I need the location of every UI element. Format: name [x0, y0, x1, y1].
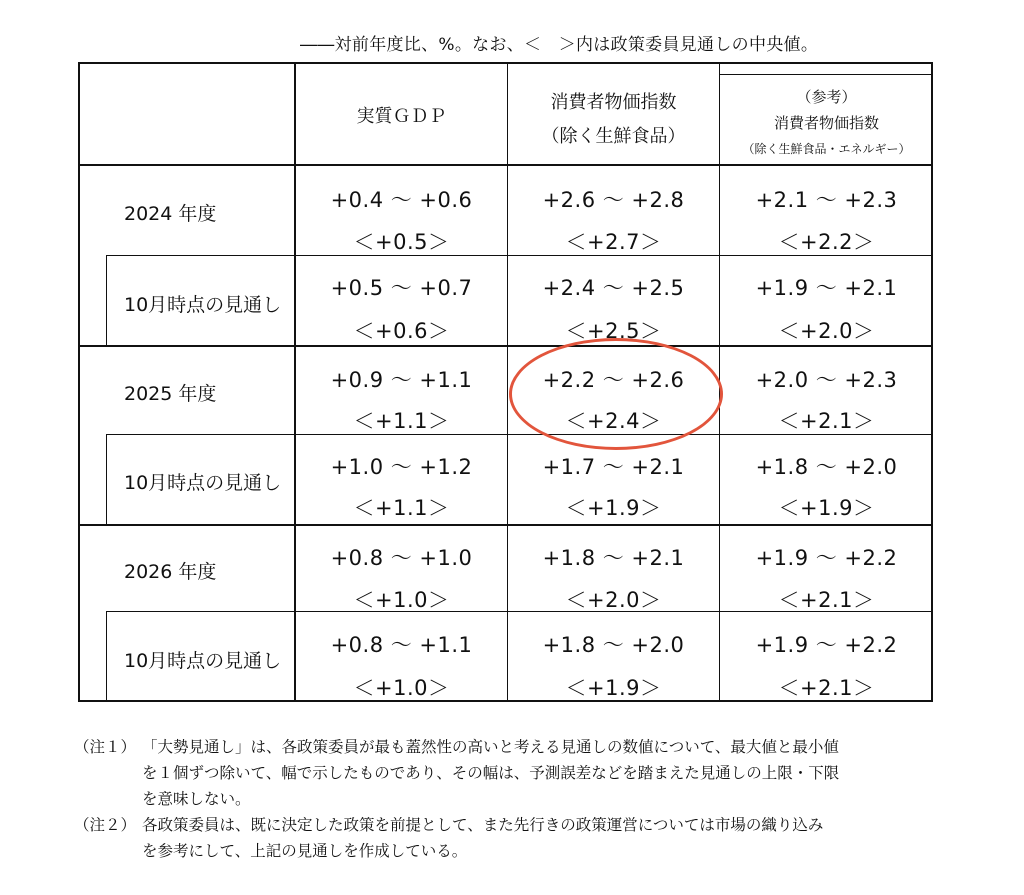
header-ref-line1: （参考） — [796, 88, 857, 106]
ref-median: ＜+2.1＞ — [778, 676, 875, 700]
note-1-tag: （注１） — [74, 738, 137, 756]
note-2 — [74, 812, 954, 864]
ref-median: ＜+1.9＞ — [778, 496, 875, 520]
cpi-median: ＜+2.7＞ — [565, 230, 662, 254]
header-ref-line2: 消費者物価指数 — [773, 114, 879, 132]
ref-range: +1.9 ～ +2.2 — [755, 546, 898, 570]
gdp-median: ＜+0.5＞ — [353, 230, 450, 254]
gdp-median: ＜+1.1＞ — [353, 409, 450, 433]
table-caption: ――対前年度比、%。なお、＜ ＞内は政策委員見通しの中央値。 — [300, 35, 819, 55]
ref-range: +2.0 ～ +2.3 — [755, 368, 898, 392]
cpi-range: +1.8 ～ +2.0 — [542, 633, 685, 657]
subrow-divider-1 — [106, 255, 107, 346]
note-1 — [74, 734, 954, 812]
cpi-range: +1.7 ～ +2.1 — [542, 455, 685, 479]
header-ref-line3: （除く生鮮食品・エネルギー） — [742, 142, 911, 156]
gdp-range: +0.9 ～ +1.1 — [330, 368, 473, 392]
ref-median: ＜+2.1＞ — [778, 588, 875, 612]
cpi-median: ＜+2.4＞ — [565, 409, 662, 433]
cpi-range: +2.6 ～ +2.8 — [542, 188, 685, 212]
row-label-2026-oct: 10月時点の見通し — [124, 650, 282, 672]
cpi-range: +2.4 ～ +2.5 — [542, 276, 685, 300]
note-2-tag: （注２） — [74, 816, 137, 834]
subrow-divider-2 — [106, 434, 107, 525]
ref-header-top-line — [719, 74, 933, 75]
cpi-range: +2.2 ～ +2.6 — [542, 368, 685, 392]
note-2-line-2: を参考にして、上記の見通しを作成している。 — [142, 842, 468, 860]
note-2-line-1: 各政策委員は、既に決定した政策を前提として、また先行きの政策運営については市場の織り込み — [142, 816, 824, 834]
footnotes — [74, 734, 954, 864]
row-label-2025-oct: 10月時点の見通し — [124, 472, 282, 494]
row-line-2 — [78, 345, 933, 347]
gdp-median: ＜+1.1＞ — [353, 496, 450, 520]
header-gdp: 実質ＧＤＰ — [356, 106, 447, 127]
row-label-2024: 2024 年度 — [124, 203, 217, 225]
ref-range: +1.9 ～ +2.2 — [755, 633, 898, 657]
cpi-median: ＜+1.9＞ — [565, 676, 662, 700]
header-bottom-line — [78, 164, 933, 166]
cpi-median: ＜+2.5＞ — [565, 319, 662, 343]
gdp-median: ＜+1.0＞ — [353, 588, 450, 612]
row-label-2025: 2025 年度 — [124, 383, 217, 405]
row-line-4 — [78, 524, 933, 526]
cpi-median: ＜+1.9＞ — [565, 496, 662, 520]
ref-range: +1.9 ～ +2.1 — [755, 276, 898, 300]
ref-median: ＜+2.2＞ — [778, 230, 875, 254]
subrow-divider-3 — [106, 611, 107, 702]
header-cpi-line2: （除く生鮮食品） — [541, 126, 686, 147]
gdp-range: +0.5 ～ +0.7 — [330, 276, 473, 300]
gdp-median: ＜+0.6＞ — [353, 319, 450, 343]
cpi-median: ＜+2.0＞ — [565, 588, 662, 612]
note-1-line-1: 「大勢見通し」は、各政策委員が最も蓋然性の高いと考える見通しの数値について、最大値と最小値 — [142, 738, 839, 756]
gdp-range: +0.4 ～ +0.6 — [330, 188, 473, 212]
gdp-range: +1.0 ～ +1.2 — [330, 455, 473, 479]
gdp-range: +0.8 ～ +1.1 — [330, 633, 473, 657]
gdp-median: ＜+1.0＞ — [353, 676, 450, 700]
note-1-line-2: を１個ずつ除いて、幅で示したものであり、その幅は、予測誤差などを踏まえた見通しの上限・下限 — [142, 764, 840, 782]
header-cpi-line1: 消費者物価指数 — [550, 92, 677, 113]
row-label-2024-oct: 10月時点の見通し — [124, 294, 282, 316]
note-1-line-3: を意味しない。 — [142, 790, 251, 808]
ref-range: +1.8 ～ +2.0 — [755, 455, 898, 479]
ref-median: ＜+2.0＞ — [778, 319, 875, 343]
gdp-range: +0.8 ～ +1.0 — [330, 546, 473, 570]
cpi-range: +1.8 ～ +2.1 — [542, 546, 685, 570]
ref-range: +2.1 ～ +2.3 — [755, 188, 898, 212]
row-label-2026: 2026 年度 — [124, 561, 217, 583]
ref-median: ＜+2.1＞ — [778, 409, 875, 433]
